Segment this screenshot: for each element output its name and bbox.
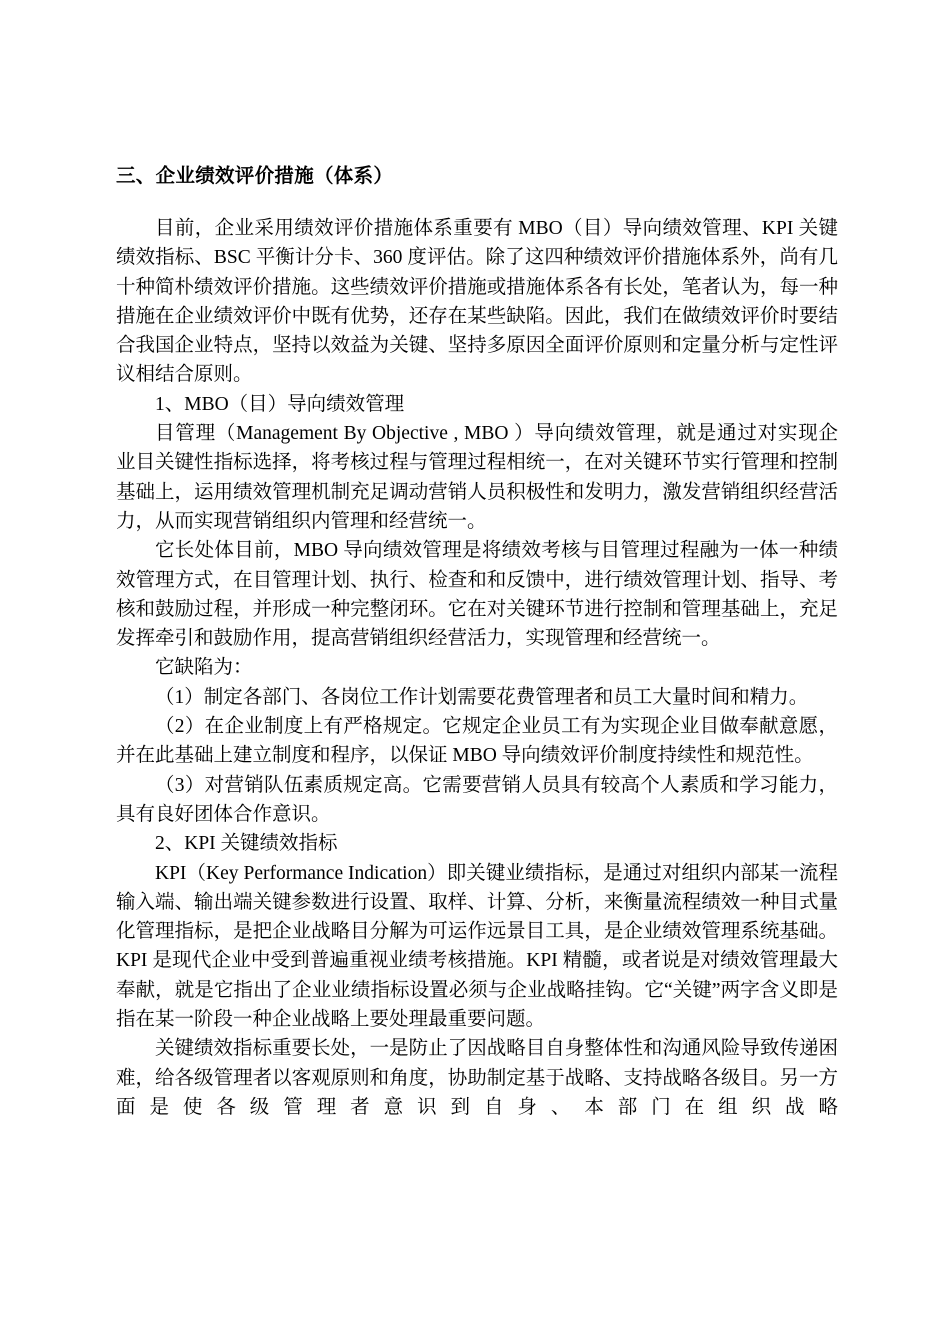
document-body <box>116 162 838 1122</box>
subheading-kpi: 2、KPI 关键绩效指标 <box>155 833 338 855</box>
mbo-drawback-item-2: （2）在企业制度上有严格规定。它规定企业员工有为实现企业目做奉献意愿，并在此基础上建立制度和程序，以保证 MBO 导向绩效评价制度持续性和规范性。 <box>116 716 838 767</box>
mbo-advantages-paragraph: 它长处体目前，MBO 导向绩效管理是将绩效考核与目管理过程融为一体一种绩效管理方式，在目管理计划、执行、检查和和反馈中，进行绩效管理计划、指导、考核和鼓励过程，并形成一种完整闭环。它在对关键环节进行控制和管理基础上，充足发挥牵引和鼓励作用，提高营销组织经营活力，实现管理和经营统一。 <box>116 540 838 650</box>
mbo-drawback-item-1: （1）制定各部门、各岗位工作计划需要花费管理者和员工大量时间和精力。 <box>155 686 809 708</box>
mbo-drawbacks-label: 它缺陷为： <box>155 657 253 679</box>
kpi-advantages-paragraph: 关键绩效指标重要长处，一是防止了因战略目自身整体性和沟通风险导致传递困难，给各级管理者以客观原则和角度，协助制定基于战略、支持战略各级目。另一方面是使各级管理者意识到自身、本部门在组织战略 <box>116 1038 838 1118</box>
intro-paragraph: 目前，企业采用绩效评价措施体系重要有 MBO（目）导向绩效管理、KPI 关键绩效指标、BSC 平衡计分卡、360 度评估。除了这四种绩效评价措施体系外，尚有几十种简朴绩效评价措施。这些绩效评价措施或措施体系各有长处，笔者认为，每一种措施在企业绩效评价中既有优势，还存在某些缺陷。因此，我们在做绩效评价时要结合我国企业特点，坚持以效益为关键、坚持多原因全面评价原则和定量分析与定性评议相结合原则。 <box>116 218 838 386</box>
subheading-mbo: 1、MBO（目）导向绩效管理 <box>155 393 405 415</box>
mbo-drawback-item-3: （3）对营销队伍素质规定高。它需要营销人员具有较高个人素质和学习能力，具有良好团体合作意识。 <box>116 774 838 825</box>
section-heading: 三、企业绩效评价措施（体系） <box>116 166 394 187</box>
kpi-definition-paragraph: KPI（Key Performance Indication）即关键业绩指标，是通过对组织内部某一流程输入端、输出端关键参数进行设置、取样、计算、分析，来衡量流程绩效一种目式量化管理指标，是把企业战略目分解为可运作远景目工具，是企业绩效管理系统基础。KPI 是现代企业中受到普遍重视业绩考核措施。KPI 精髓，或者说是对绩效管理最大奉献，就是它指出了企业业绩指标设置必须与企业战略挂钩。它“关键”两字含义即是指在某一阶段一种企业战略上要处理最重要问题。 <box>116 862 838 1031</box>
mbo-definition-paragraph: 目管理（Management By Objective , MBO ）导向绩效管理，就是通过对实现企业目关键性指标选择，将考核过程与管理过程相统一，在对关键环节实行管理和控制基础上，运用绩效管理机制充足调动营销人员积极性和发明力，激发营销组织经营活力，从而实现营销组织内管理和经营统一。 <box>116 423 838 532</box>
